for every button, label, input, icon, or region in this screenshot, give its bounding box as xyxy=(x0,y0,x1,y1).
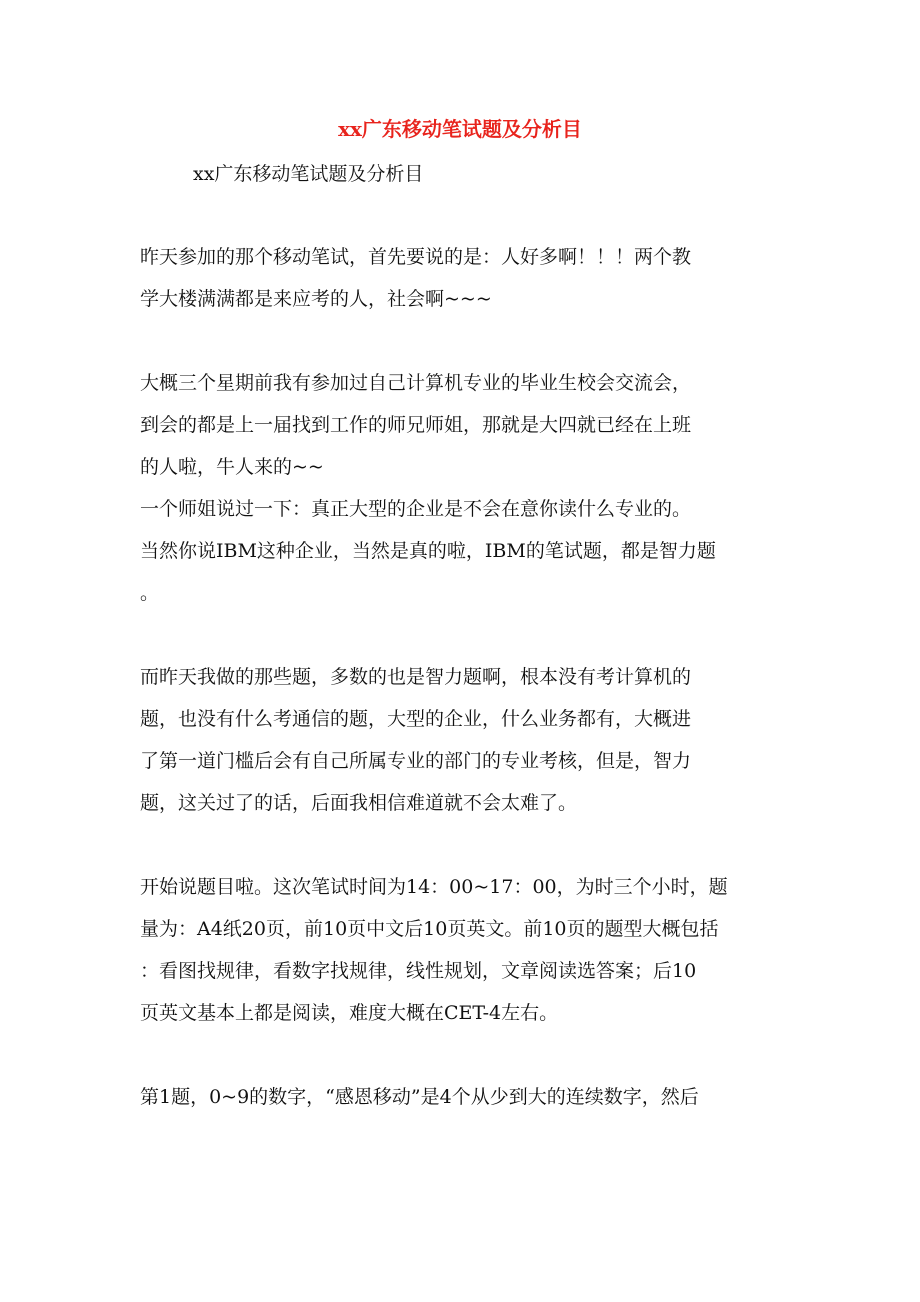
body-line: ：看图找规律，看数字找规律，线性规划，文章阅读选答案；后10 xyxy=(140,960,697,982)
document-subtitle: xx广东移动笔试题及分析目 xyxy=(193,163,424,185)
body-line: 。 xyxy=(140,582,160,604)
body-line: 而昨天我做的那些题，多数的也是智力题啊，根本没有考计算机的 xyxy=(140,666,692,688)
body-line: 题，也没有什么考通信的题，大型的企业，什么业务都有，大概进 xyxy=(140,708,692,730)
body-line: 第1题，0~9的数字，“感恩移动”是4个从少到大的连续数字，然后 xyxy=(140,1086,699,1108)
body-line: 页英文基本上都是阅读，难度大概在CET-4左右。 xyxy=(140,1002,559,1024)
body-line: 昨天参加的那个移动笔试，首先要说的是：人好多啊！！！两个教 xyxy=(140,246,692,268)
body-line: 大概三个星期前我有参加过自己计算机专业的毕业生校会交流会， xyxy=(140,372,692,394)
body-line: 量为：A4纸20页，前10页中文后10页英文。前10页的题型大概包括 xyxy=(140,918,719,940)
body-line: 当然你说IBM这种企业，当然是真的啦，IBM的笔试题，都是智力题 xyxy=(140,540,716,562)
document-title: xx广东移动笔试题及分析目 xyxy=(338,117,582,141)
body-line: 题，这关过了的话，后面我相信难道就不会太难了。 xyxy=(140,792,578,814)
body-line: 开始说题目啦。这次笔试时间为14：00~17：00，为时三个小时，题 xyxy=(140,876,728,898)
body-line: 了第一道门槛后会有自己所属专业的部门的专业考核，但是，智力 xyxy=(140,750,692,772)
body-line: 的人啦，牛人来的~~ xyxy=(140,456,324,478)
body-line: 一个师姐说过一下：真正大型的企业是不会在意你读什么专业的。 xyxy=(140,498,692,520)
body-line: 到会的都是上一届找到工作的师兄师姐，那就是大四就已经在上班 xyxy=(140,414,692,436)
body-line: 学大楼满满都是来应考的人，社会啊~~~ xyxy=(140,288,492,310)
